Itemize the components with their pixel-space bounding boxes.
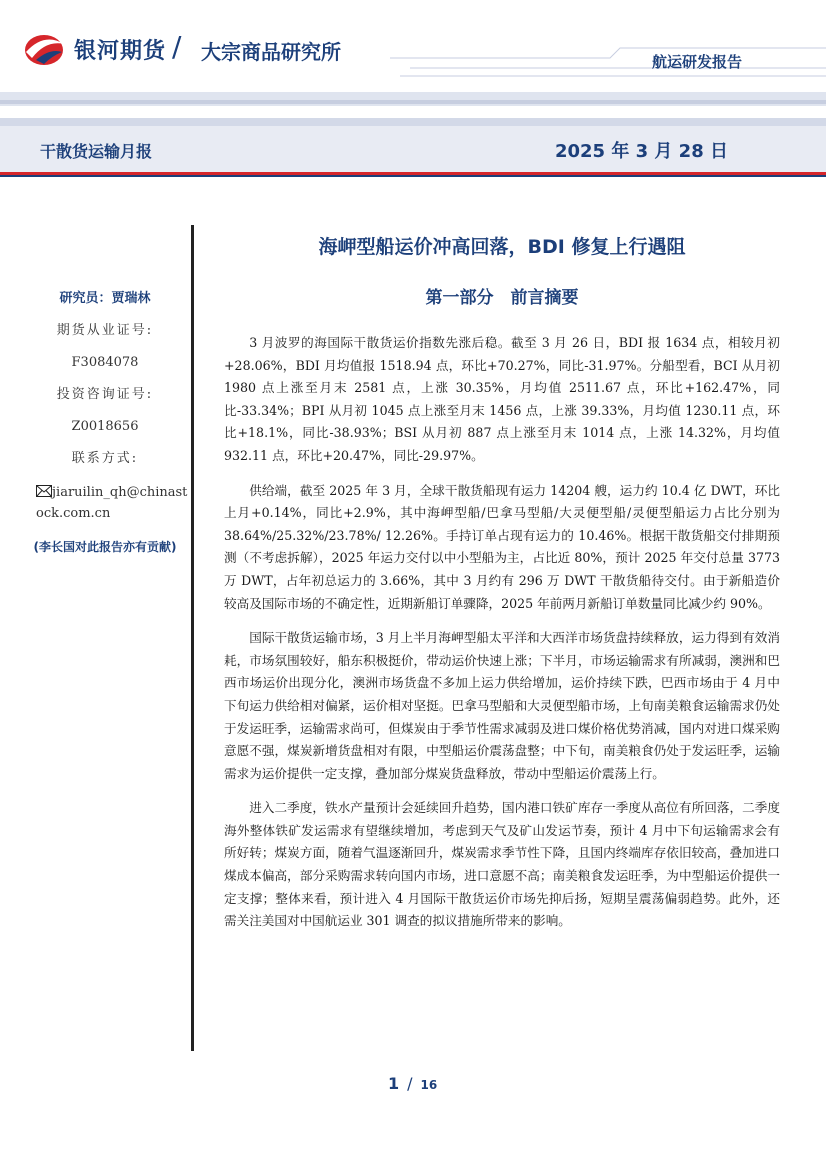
consult-number: Z0018656 (71, 419, 139, 434)
paragraph-market: 国际干散货运输市场，3 月上半月海岬型船太平洋和大西洋市场货盘持续释放，运力得到有效消耗，市场氛围较好，船东积极挺价，带动运价快速上涨；下半月，市场运输需求有所减弱，澳洲和巴西市场运价出现分化，澳洲市场货盘不多加上运力供给增加，运价持续下跌，巴西市场由于 4 月中下旬运力供给相对偏紧，运价相对坚挺。巴拿马型船和大灵便型船市场，上旬南美粮食运输需求仍处于发运旺季，运输需求尚可，但煤炭由于季节性需求减弱及进口煤价格优势消减，国内对进口煤采购意愿不强，煤炭新增货盘相对有限，中型船运价震荡盘整；中下旬，南美粮食仍处于发运旺季，运输需求为运价提供一定支撑，叠加部分煤炭货盘释放，带动中型船运价震荡上行。 (224, 630, 780, 781)
main-content (224, 232, 780, 945)
consult-label: 投资咨询证号: (56, 387, 154, 402)
paragraph-outlook: 进入二季度，铁水产量预计会延续回升趋势，国内港口铁矿库存一季度从高位有所回落，二季度海外整体铁矿发运需求有望继续增加，考虑到天气及矿山发运节奏，预计 4 月中下旬运输需求会有所好转；煤炭方面，随着气温逐渐回升，煤炭需求季节性下降，且国内终端库存依旧较高，叠加进口煤成本偏高，部分采购需求转向国内市场，进口意愿不高；南美粮食发运旺季，为中型船运价提供一定支撑；整体来看，预计进入 4 月国际干散货运价市场先抑后扬，短期呈震荡偏弱趋势。此外，还需关注美国对中国航运业 301 调查的拟议措施所带来的影响。 (224, 800, 780, 929)
brand-divider: / (172, 30, 182, 63)
license-label: 期货从业证号: (56, 323, 154, 338)
report-series-title: 干散货运输月报 (40, 142, 153, 161)
report-date: 2025 年 3 月 28 日 (554, 141, 728, 162)
email-text: jiaruilin_qh@chinastock.com.cn (36, 485, 188, 521)
column-divider (191, 225, 194, 1051)
paragraph-bdi-overview: 3 月波罗的海国际干散货运价指数先涨后稳。截至 3 月 26 日，BDI 报 1634 点，相较月初+28.06%，BDI 月均值报 1518.94 点，环比+70.27%，同比-31.97%。分船型看，BCI 从月初 1980 点上涨至月末 2581 点，上涨 30.35%，月均值 2511.67 点，环比+162.47%，同比-33.34%；BPI 从月初 1045 点上涨至月末 1456 点，上涨 39.33%，月均值 1230.11 点，环比+18.1%，同比-38.93%；BSI 从月初 887 点上涨至月末 1014 点，上涨 14.32%，月均值 932.11 点，环比+20.47%，同比-29.97%。 (224, 335, 780, 463)
current-page: 1 (388, 1074, 400, 1093)
section-title: 第一部分 前言摘要 (425, 288, 579, 308)
total-pages: 16 (420, 1078, 438, 1092)
researcher-name: 研究员：贾瑞林 (59, 291, 151, 306)
contact-email[interactable] (20, 482, 190, 524)
report-type: 航运研发报告 (652, 53, 743, 71)
author-sidebar (20, 290, 190, 570)
contributor-note: (李长国对此报告亦有贡献) (33, 540, 177, 554)
license-number: F3084078 (71, 355, 139, 370)
institute-name: 大宗商品研究所 (201, 40, 341, 64)
galaxy-futures-logo-icon (22, 30, 68, 68)
page-separator: / (407, 1074, 413, 1093)
brand-name: 银河期货 (74, 39, 167, 64)
paragraph-supply: 供给端，截至 2025 年 3 月，全球干散货船现有运力 14204 艘，运力约 10.4 亿 DWT，环比上月+0.14%，同比+2.9%，其中海岬型船/巴拿马型船/大灵便型船/灵便型船运力占比分别为 38.64%/25.32%/23.78%/ 12.26%。手持订单占现有运力的 10.46%。根据干散货船交付排期预测（不考虑拆解），2025 年运力交付以中小型船为主，占比近 80%，预计 2025 年交付总量 3773 万 DWT，占年初总运力的 3.66%，其中 3 月约有 296 万 DWT 干散货船待交付。由于新船造价较高及国际市场的不确定性，近期新船订单骤降，2025 年前两月新船订单数量同比减少约 90%。 (224, 482, 780, 611)
contact-label: 联系方式: (71, 451, 139, 466)
page-number (388, 1074, 437, 1093)
document-title: 海岬型船运价冲高回落，BDI 修复上行遇阻 (318, 236, 686, 258)
envelope-icon (36, 485, 52, 497)
